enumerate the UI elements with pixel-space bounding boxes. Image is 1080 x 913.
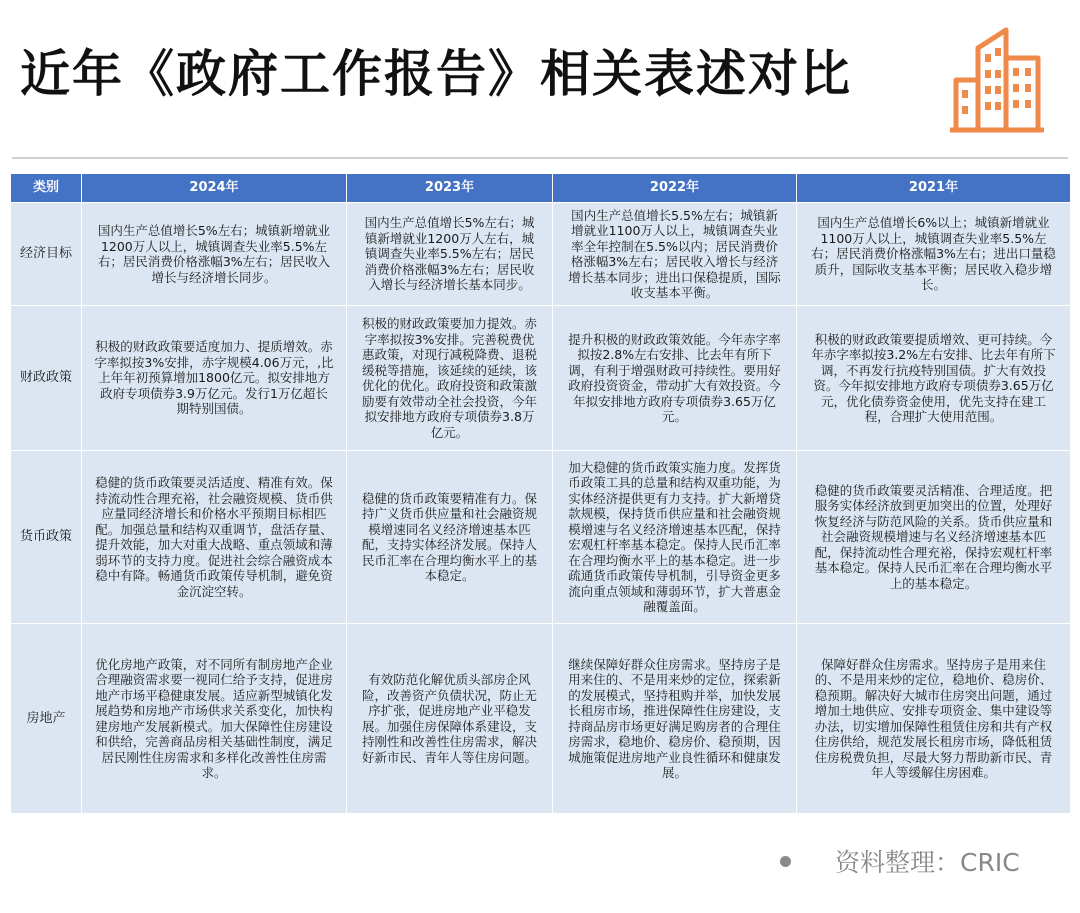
table-cell: 积极的财政政策要提质增效、更可持续。今年赤字率拟按3.2%左右安排、比去年有所下调，不再发行抗疫特别国债。扩大有效投资。今年拟安排地方政府专项债券3.65万亿元，优化债券资金使用，优先支持在建工程，合理扩大使用范围。: [797, 306, 1071, 451]
page-title: 近年《政府工作报告》相关表述对比: [20, 45, 852, 103]
bullet-dot-icon: [780, 856, 791, 867]
comparison-table: [10, 173, 1071, 814]
table-row: [11, 451, 1071, 624]
table-cell: 国内生产总值增长6%以上；城镇新增就业1100万人以上，城镇调查失业率5.5%左右；居民消费价格涨幅3%左右；进出口量稳质升，国际收支基本平衡；居民收入稳步增长。: [797, 203, 1071, 306]
table-cell: 稳健的货币政策要精准有力。保持广义货币供应量和社会融资规模增速同名义经济增速基本匹配，支持实体经济发展。保持人民币汇率在合理均衡水平上的基本稳定。: [347, 451, 553, 624]
table-cell: 加大稳健的货币政策实施力度。发挥货币政策工具的总量和结构双重功能，为实体经济提供更有力支持。扩大新增贷款规模，保持货币供应量和社会融资规模增速与名义经济增速基本匹配，保持宏观杠杆率基本稳定。保持人民币汇率在合理均衡水平上的基本稳定。进一步疏通货币政策传导机制，引导资金更多流向重点领域和薄弱环节，扩大普惠金融覆盖面。: [553, 451, 797, 624]
row-category-real-estate: 房地产: [11, 624, 82, 814]
source-text: 资料整理：CRIC: [835, 848, 1020, 877]
table-row: [11, 203, 1071, 306]
header-2024: 2024年: [82, 174, 347, 203]
table-cell: 保障好群众住房需求。坚持房子是用来住的、不是用来炒的定位，稳地价、稳房价、稳预期。解决好大城市住房突出问题，通过增加土地供应、安排专项资金、集中建设等办法，切实增加保障性租赁住房和共有产权住房供给，规范发展长租房市场，降低租赁住房税费负担，尽最大努力帮助新市民、青年人等缓解住房困难。: [797, 624, 1071, 814]
buildings-icon: [948, 18, 1046, 136]
table-cell: 国内生产总值增长5%左右；城镇新增就业1200万人以上，城镇调查失业率5.5%左右；居民消费价格涨幅3%左右；居民收入增长与经济增长同步。: [82, 203, 347, 306]
source-note: [780, 843, 1020, 879]
row-category-monetary-policy: 货币政策: [11, 451, 82, 624]
table-cell: 有效防范化解优质头部房企风险，改善资产负债状况，防止无序扩张，促进房地产业平稳发展。加强住房保障体系建设，支持刚性和改善性住房需求，解决好新市民、青年人等住房问题。: [347, 624, 553, 814]
table-cell: 稳健的货币政策要灵活精准、合理适度。把服务实体经济放到更加突出的位置，处理好恢复经济与防范风险的关系。货币供应量和社会融资规模增速与名义经济增速基本匹配，保持流动性合理充裕，保持宏观杠杆率基本稳定。保持人民币汇率在合理均衡水平上的基本稳定。: [797, 451, 1071, 624]
table-cell: 国内生产总值增长5.5%左右；城镇新增就业1100万人以上，城镇调查失业率全年控制在5.5%以内；居民消费价格涨幅3%左右；居民收入增长与经济增长基本同步；进出口保稳提质，国际收支基本平衡。: [553, 203, 797, 306]
table-row: [11, 306, 1071, 451]
table-cell: 继续保障好群众住房需求。坚持房子是用来住的、不是用来炒的定位，探索新的发展模式，坚持租购并举，加快发展长租房市场，推进保障性住房建设，支持商品房市场更好满足购房者的合理住房需求，稳地价、稳房价、稳预期，因城施策促进房地产业良性循环和健康发展。: [553, 624, 797, 814]
table-cell: 积极的财政政策要加力提效。赤字率拟按3%安排。完善税费优惠政策，对现行减税降费、退税缓税等措施，该延续的延续，该优化的优化。政府投资和政策激励要有效带动全社会投资，今年拟安排地方政府专项债券3.8万亿元。: [347, 306, 553, 451]
title-divider: [12, 157, 1068, 159]
table-cell: 国内生产总值增长5%左右；城镇新增就业1200万人左右，城镇调查失业率5.5%左右；居民消费价格涨幅3%左右；居民收入增长与经济增长基本同步。: [347, 203, 553, 306]
table-cell: 积极的财政政策要适度加力、提质增效。赤字率拟按3%安排，赤字规模4.06万元，,比上年年初预算增加1800亿元。拟安排地方政府专项债券3.9万亿元。发行1万亿超长期特别国债。: [82, 306, 347, 451]
row-category-economic-targets: 经济目标: [11, 203, 82, 306]
header-2023: 2023年: [347, 174, 553, 203]
table-cell: 稳健的货币政策要灵活适度、精准有效。保持流动性合理充裕，社会融资规模、货币供应量同经济增长和价格水平预期目标相匹配。加强总量和结构双重调节，盘活存量、提升效能，加大对重大战略、重点领域和薄弱环节的支持力度。促进社会综合融资成本稳中有降。畅通货币政策传导机制，避免资金沉淀空转。: [82, 451, 347, 624]
header-2021: 2021年: [797, 174, 1071, 203]
row-category-fiscal-policy: 财政政策: [11, 306, 82, 451]
header-2022: 2022年: [553, 174, 797, 203]
header-category: 类别: [11, 174, 82, 203]
table-cell: 优化房地产政策，对不同所有制房地产企业合理融资需求要一视同仁给予支持，促进房地产市场平稳健康发展。适应新型城镇化发展趋势和房地产市场供求关系变化，加快构建房地产发展新模式。加大保障性住房建设和供给，完善商品房相关基础性制度，满足居民刚性住房需求和多样化改善性住房需求。: [82, 624, 347, 814]
table-cell: 提升积极的财政政策效能。今年赤字率拟按2.8%左右安排、比去年有所下调，有利于增强财政可持续性。要用好政府投资资金，带动扩大有效投资。今年拟安排地方政府专项债券3.65万亿元。: [553, 306, 797, 451]
table-row: [11, 624, 1071, 814]
table-header-row: [11, 174, 1071, 203]
